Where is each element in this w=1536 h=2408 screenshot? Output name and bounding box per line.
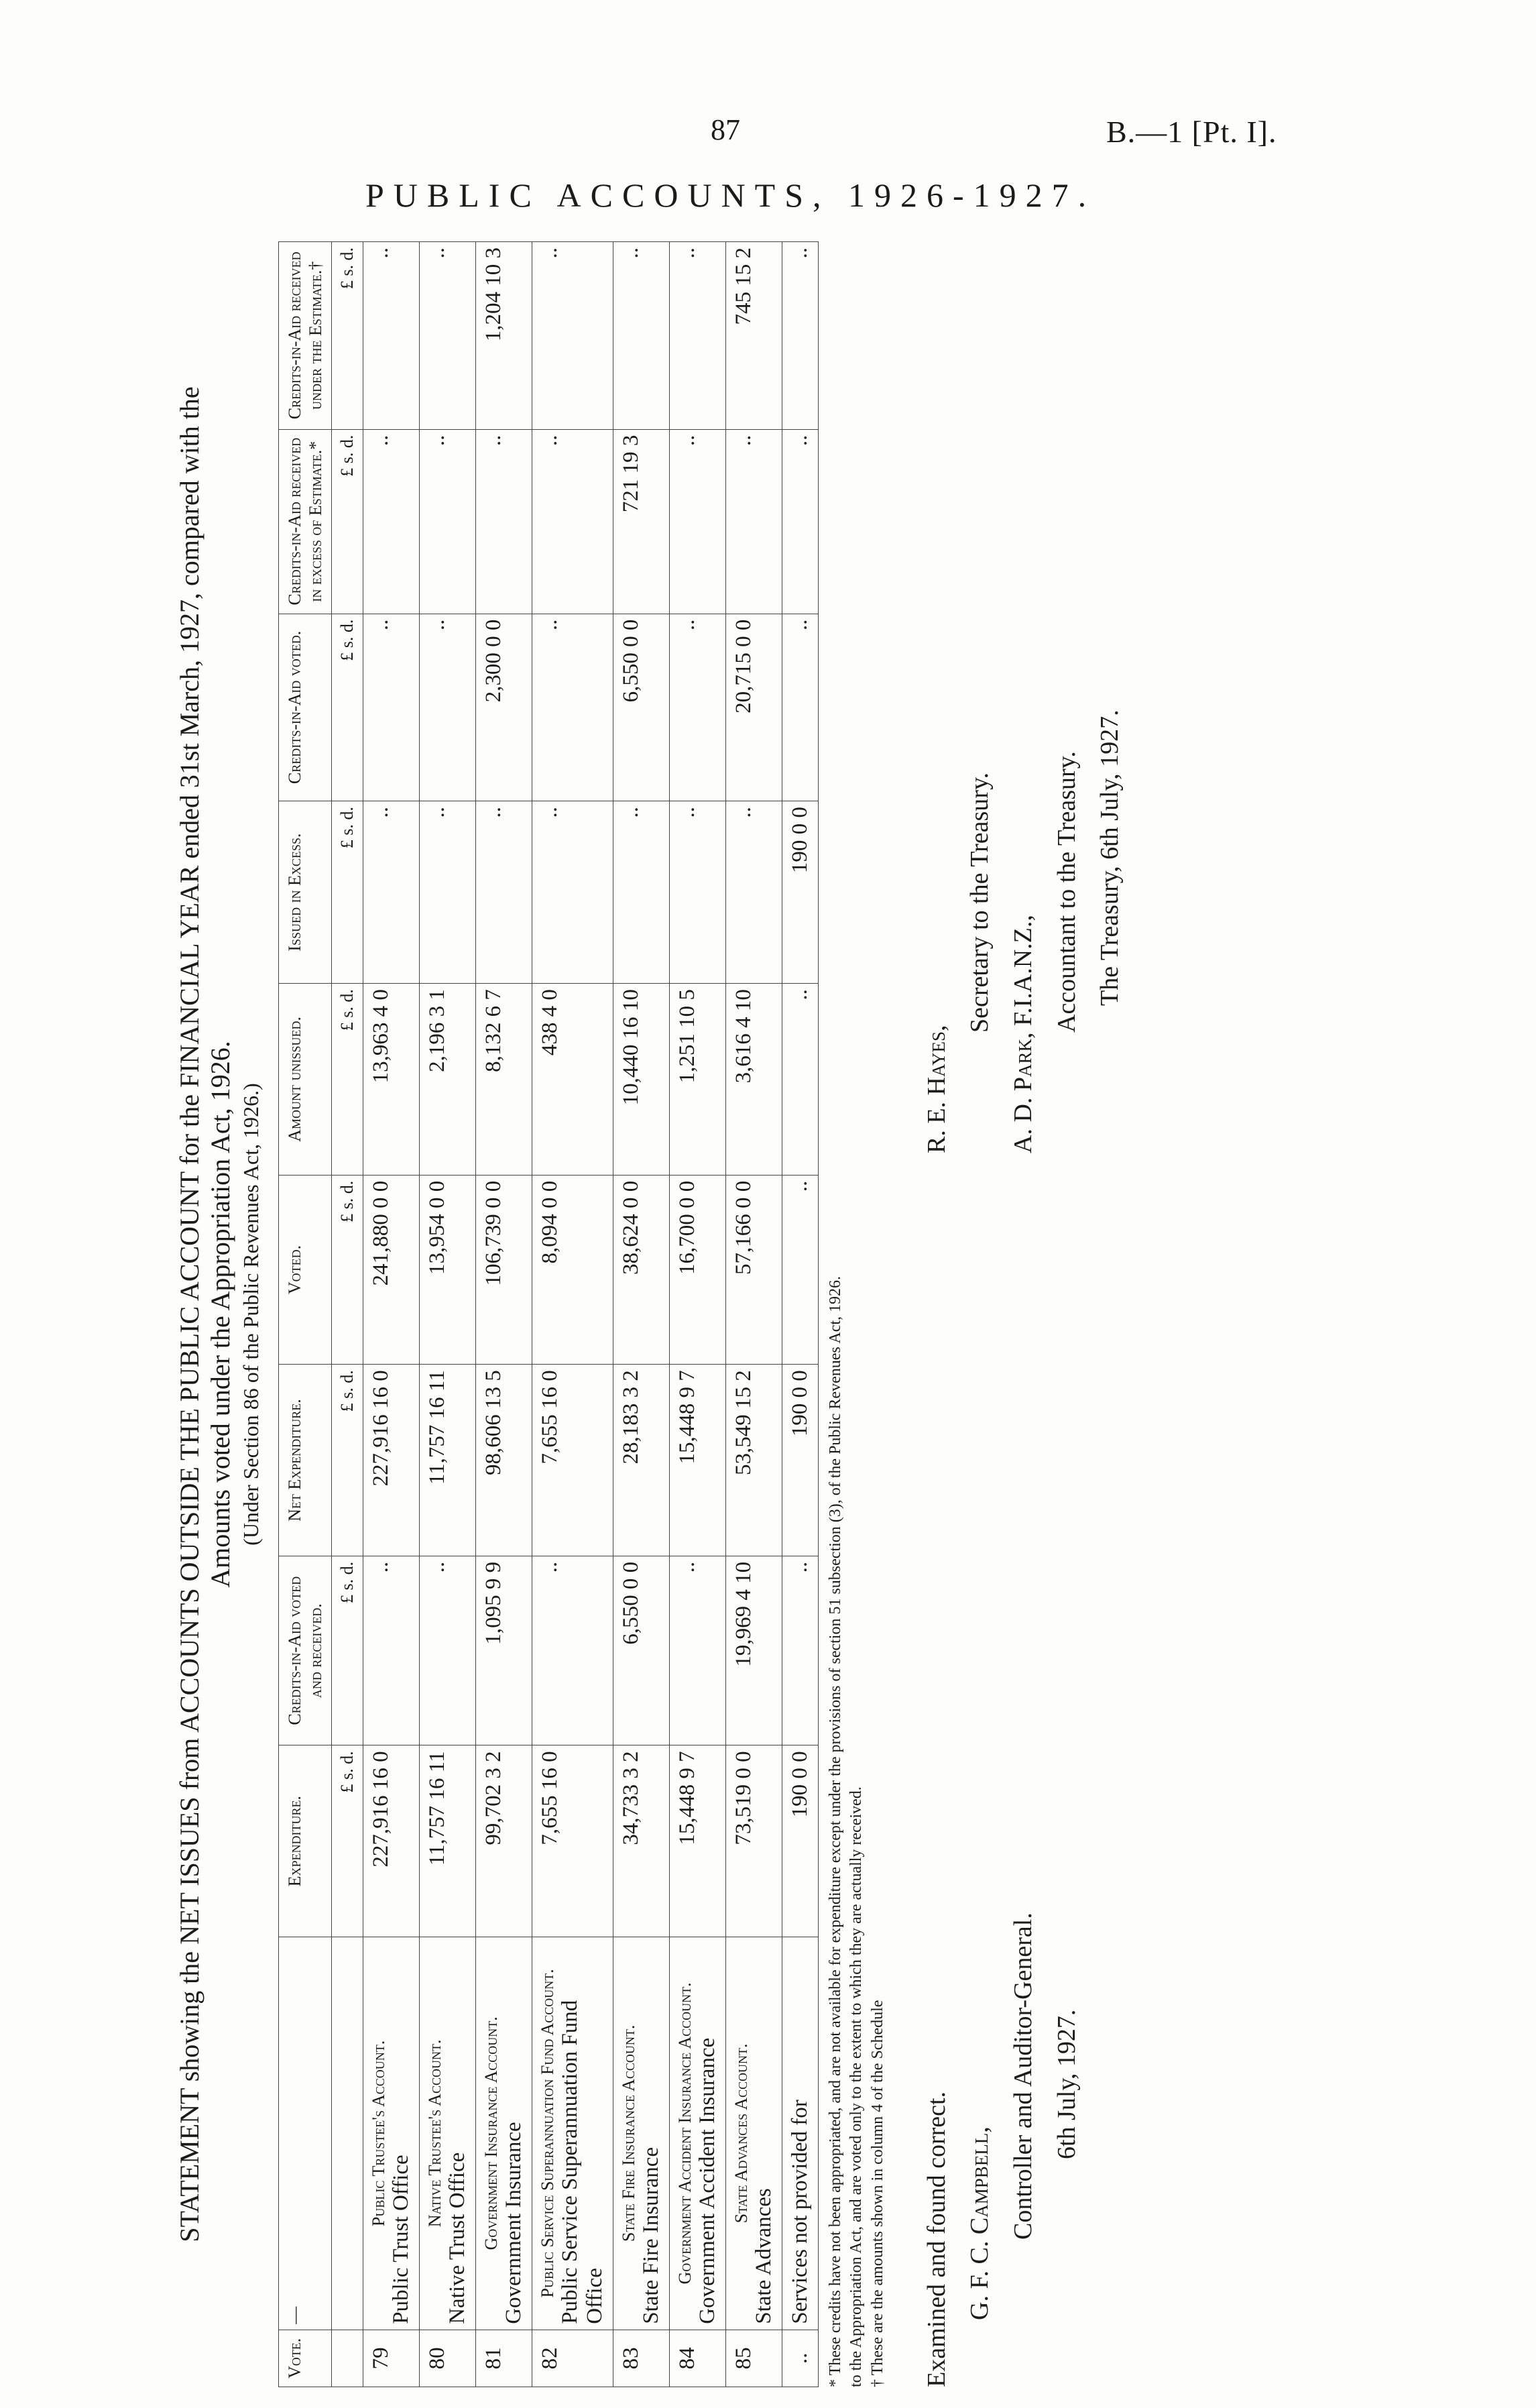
header-net-expenditure: Net Expenditure. bbox=[278, 1365, 331, 1556]
account-title: Native Trustee's Account. bbox=[425, 2039, 445, 2228]
cell-voted: 241,880 0 0 bbox=[363, 1175, 420, 1365]
cell-credits-over-estimate: .. bbox=[726, 429, 782, 614]
cell-issued-excess: .. bbox=[613, 801, 670, 984]
row-description: Public Service Superannuation Fund Office bbox=[558, 2000, 607, 2324]
cell-net-expenditure: 53,549 15 2 bbox=[726, 1365, 782, 1556]
rotated-statement bbox=[174, 241, 1374, 2387]
cell-voted: 13,954 0 0 bbox=[420, 1175, 476, 1365]
units-cell: £ s. d. bbox=[332, 984, 363, 1176]
header-voted: Voted. bbox=[278, 1175, 331, 1365]
row-description: State Fire Insurance bbox=[639, 2146, 664, 2324]
cell-description bbox=[363, 1937, 420, 2330]
secretary-title: Secretary to the Treasury. bbox=[965, 772, 994, 1033]
statement-title-line2: Amounts voted under the Appropriation Act, 1926. bbox=[205, 1041, 235, 1588]
cell-credits-received: .. bbox=[782, 1556, 819, 1745]
cell-unissued: 13,963 4 0 bbox=[363, 984, 420, 1176]
cell-credits-voted: .. bbox=[670, 614, 726, 801]
cell-credits-voted: .. bbox=[420, 614, 476, 801]
account-title: Government Accident Insurance Account. bbox=[675, 1982, 695, 2285]
cell-voted: .. bbox=[782, 1175, 819, 1365]
header-issued-in-excess: Issued in Excess. bbox=[278, 801, 331, 984]
cell-credits-voted: 6,550 0 0 bbox=[613, 614, 670, 801]
header-expenditure: Expenditure. bbox=[278, 1745, 331, 1937]
cell-unissued: 3,616 4 10 bbox=[726, 984, 782, 1176]
cell-vote: 80 bbox=[420, 2330, 476, 2387]
cell-credits-over-estimate: .. bbox=[670, 429, 726, 614]
signature-area bbox=[915, 241, 1291, 2387]
cell-credits-over-estimate: 721 19 3 bbox=[613, 429, 670, 614]
cell-vote: 79 bbox=[363, 2330, 420, 2387]
units-cell: £ s. d. bbox=[332, 614, 363, 801]
cell-vote: 85 bbox=[726, 2330, 782, 2387]
footnote-dagger: † These are the amounts shown in column 4 of the Schedule bbox=[868, 2000, 886, 2387]
cell-credits-voted: 2,300 0 0 bbox=[476, 614, 532, 801]
footnote-star-continued: to the Appropriation Act, and are voted only to the extent to which they are actually received. bbox=[847, 1786, 866, 2387]
table-row bbox=[613, 242, 670, 2387]
cell-voted: 57,166 0 0 bbox=[726, 1175, 782, 1365]
row-description: Government Accident Insurance bbox=[695, 2037, 720, 2324]
account-title: State Fire Insurance Account. bbox=[619, 2024, 639, 2242]
auditor-signature-block bbox=[915, 1912, 1088, 2387]
cell-credits-received: 1,095 9 9 bbox=[476, 1556, 532, 1745]
table-row bbox=[532, 242, 613, 2387]
cell-issued-excess: .. bbox=[363, 801, 420, 984]
cell-issued-excess: .. bbox=[670, 801, 726, 984]
cell-credits-under-estimate: .. bbox=[363, 242, 420, 430]
treasury-signature-block bbox=[915, 709, 1132, 1153]
cell-voted: 106,739 0 0 bbox=[476, 1175, 532, 1365]
cell-credits-under-estimate: 745 15 2 bbox=[726, 242, 782, 430]
cell-net-expenditure: 28,183 3 2 bbox=[613, 1365, 670, 1556]
secretary-name: R. E. Hayes, bbox=[922, 1025, 951, 1153]
cell-issued-excess: .. bbox=[420, 801, 476, 984]
cell-expenditure: 227,916 16 0 bbox=[363, 1745, 420, 1937]
table-row bbox=[363, 242, 420, 2387]
cell-expenditure: 7,655 16 0 bbox=[532, 1745, 613, 1937]
cell-credits-under-estimate: 1,204 10 3 bbox=[476, 242, 532, 430]
cell-unissued: 438 4 0 bbox=[532, 984, 613, 1176]
units-cell: £ s. d. bbox=[332, 429, 363, 614]
units-cell: £ s. d. bbox=[332, 1365, 363, 1556]
cell-description bbox=[613, 1937, 670, 2330]
table-row bbox=[670, 242, 726, 2387]
footnote-star: * These credits have not been appropriated, and are not available for expenditure except under the provisions of section 51 subsection (3), of the Public Revenues Act, 1926. bbox=[827, 1275, 845, 2387]
account-title: Public Trustee's Account. bbox=[369, 2040, 389, 2227]
header-credits-under-estimate: Credits-in-Aid received under the Estimate.† bbox=[278, 242, 331, 430]
cell-issued-excess: .. bbox=[726, 801, 782, 984]
cell-credits-received: 6,550 0 0 bbox=[613, 1556, 670, 1745]
auditor-title: Controller and Auditor-General. bbox=[1008, 1912, 1037, 2240]
cell-expenditure: 190 0 0 bbox=[782, 1745, 819, 1937]
treasury-date: The Treasury, 6th July, 1927. bbox=[1096, 709, 1124, 1006]
cell-unissued: 10,440 16 10 bbox=[613, 984, 670, 1176]
units-cell: £ s. d. bbox=[332, 242, 363, 430]
units-cell: £ s. d. bbox=[332, 1175, 363, 1365]
cell-credits-under-estimate: .. bbox=[613, 242, 670, 430]
row-description: Services not provided for bbox=[788, 2100, 813, 2324]
cell-vote: 84 bbox=[670, 2330, 726, 2387]
units-cell-vote bbox=[332, 2330, 363, 2387]
cell-issued-excess: 190 0 0 bbox=[782, 801, 819, 984]
cell-net-expenditure: 7,655 16 0 bbox=[532, 1365, 613, 1556]
cell-issued-excess: .. bbox=[532, 801, 613, 984]
cell-vote: 81 bbox=[476, 2330, 532, 2387]
cell-issued-excess: .. bbox=[476, 801, 532, 984]
accountant-title: Accountant to the Treasury. bbox=[1052, 751, 1081, 1033]
cell-description bbox=[532, 1937, 613, 2330]
cell-credits-voted: 20,715 0 0 bbox=[726, 614, 782, 801]
cell-description bbox=[782, 1937, 819, 2330]
cell-credits-under-estimate: .. bbox=[420, 242, 476, 430]
cell-net-expenditure: 190 0 0 bbox=[782, 1365, 819, 1556]
cell-credits-received: .. bbox=[532, 1556, 613, 1745]
table-row bbox=[476, 242, 532, 2387]
header-credits-in-aid-voted: Credits-in-Aid voted. bbox=[278, 614, 331, 801]
cell-credits-voted: .. bbox=[363, 614, 420, 801]
table-body bbox=[363, 242, 819, 2387]
cell-credits-over-estimate: .. bbox=[532, 429, 613, 614]
cell-net-expenditure: 11,757 16 11 bbox=[420, 1365, 476, 1556]
cell-vote: .. bbox=[782, 2330, 819, 2387]
units-cell: £ s. d. bbox=[332, 1745, 363, 1937]
auditor-name: G. F. C. Campbell, bbox=[965, 2126, 994, 2320]
units-cell-desc bbox=[332, 1937, 363, 2330]
cell-credits-over-estimate: .. bbox=[782, 429, 819, 614]
footnotes bbox=[825, 241, 888, 2387]
cell-expenditure: 73,519 0 0 bbox=[726, 1745, 782, 1937]
cell-unissued: 2,196 3 1 bbox=[420, 984, 476, 1176]
cell-credits-under-estimate: .. bbox=[670, 242, 726, 430]
row-description: Native Trust Office bbox=[445, 2152, 470, 2324]
cell-vote: 83 bbox=[613, 2330, 670, 2387]
table-row bbox=[782, 242, 819, 2387]
cell-description bbox=[420, 1937, 476, 2330]
row-description: Public Trust Office bbox=[389, 2155, 414, 2324]
cell-unissued: 1,251 10 5 bbox=[670, 984, 726, 1176]
row-description: Government Insurance bbox=[501, 2122, 526, 2324]
units-cell: £ s. d. bbox=[332, 801, 363, 984]
accounts-table bbox=[278, 241, 819, 2387]
table-row bbox=[726, 242, 782, 2387]
auditor-date: 6th July, 1927. bbox=[1052, 2009, 1081, 2159]
cell-credits-received: 19,969 4 10 bbox=[726, 1556, 782, 1745]
row-description: State Advances bbox=[752, 2188, 776, 2324]
cell-voted: 8,094 0 0 bbox=[532, 1175, 613, 1365]
cell-description bbox=[476, 1937, 532, 2330]
cell-description bbox=[670, 1937, 726, 2330]
header-credits-voted-received: Credits-in-Aid voted and received. bbox=[278, 1556, 331, 1745]
cell-vote: 82 bbox=[532, 2330, 613, 2387]
table-row bbox=[420, 242, 476, 2387]
cell-credits-over-estimate: .. bbox=[363, 429, 420, 614]
cell-expenditure: 15,448 9 7 bbox=[670, 1745, 726, 1937]
units-cell: £ s. d. bbox=[332, 1556, 363, 1745]
account-title: Government Insurance Account. bbox=[481, 2016, 501, 2250]
cell-credits-under-estimate: .. bbox=[532, 242, 613, 430]
cell-credits-over-estimate: .. bbox=[420, 429, 476, 614]
cell-credits-under-estimate: .. bbox=[782, 242, 819, 430]
cell-net-expenditure: 15,448 9 7 bbox=[670, 1365, 726, 1556]
examined-text: Examined and found correct. bbox=[922, 2091, 951, 2387]
cell-credits-voted: .. bbox=[532, 614, 613, 801]
cell-expenditure: 34,733 3 2 bbox=[613, 1745, 670, 1937]
cell-expenditure: 99,702 3 2 bbox=[476, 1745, 532, 1937]
cell-credits-received: .. bbox=[363, 1556, 420, 1745]
header-description: — bbox=[278, 1937, 331, 2330]
cell-voted: 38,624 0 0 bbox=[613, 1175, 670, 1365]
page-number: 87 bbox=[711, 113, 740, 146]
header-credits-excess-estimate: Credits-in-Aid received in excess of Estimate.* bbox=[278, 429, 331, 614]
cell-credits-voted: .. bbox=[782, 614, 819, 801]
table-header-row bbox=[278, 242, 331, 2387]
cell-expenditure: 11,757 16 11 bbox=[420, 1745, 476, 1937]
cell-voted: 16,700 0 0 bbox=[670, 1175, 726, 1365]
units-row bbox=[332, 242, 363, 2387]
accountant-name: A. D. Park, F.I.A.N.Z., bbox=[1008, 915, 1037, 1153]
statement-title-line3: (Under Section 86 of the Public Revenues Act, 1926.) bbox=[239, 1083, 263, 1546]
cell-credits-received: .. bbox=[670, 1556, 726, 1745]
cell-credits-over-estimate: .. bbox=[476, 429, 532, 614]
cell-description bbox=[726, 1937, 782, 2330]
account-title: Public Service Superannuation Fund Account. bbox=[538, 1969, 558, 2298]
cell-credits-received: .. bbox=[420, 1556, 476, 1745]
account-title: State Advances Account. bbox=[731, 2043, 752, 2224]
page-reference: B.—1 [Pt. I]. bbox=[1106, 115, 1277, 149]
cell-net-expenditure: 227,916 16 0 bbox=[363, 1365, 420, 1556]
page-title: PUBLIC ACCOUNTS, 1926-1927. bbox=[365, 176, 1096, 214]
header-vote: Vote. bbox=[278, 2330, 331, 2387]
statement-title-line1: STATEMENT showing the NET ISSUES from ACCOUNTS OUTSIDE THE PUBLIC ACCOUNT for the FINANCIAL YEAR ended 31st March, 1927, compared with the bbox=[174, 386, 204, 2242]
cell-unissued: 8,132 6 7 bbox=[476, 984, 532, 1176]
cell-unissued: .. bbox=[782, 984, 819, 1176]
header-amount-unissued: Amount unissued. bbox=[278, 984, 331, 1176]
cell-net-expenditure: 98,606 13 5 bbox=[476, 1365, 532, 1556]
